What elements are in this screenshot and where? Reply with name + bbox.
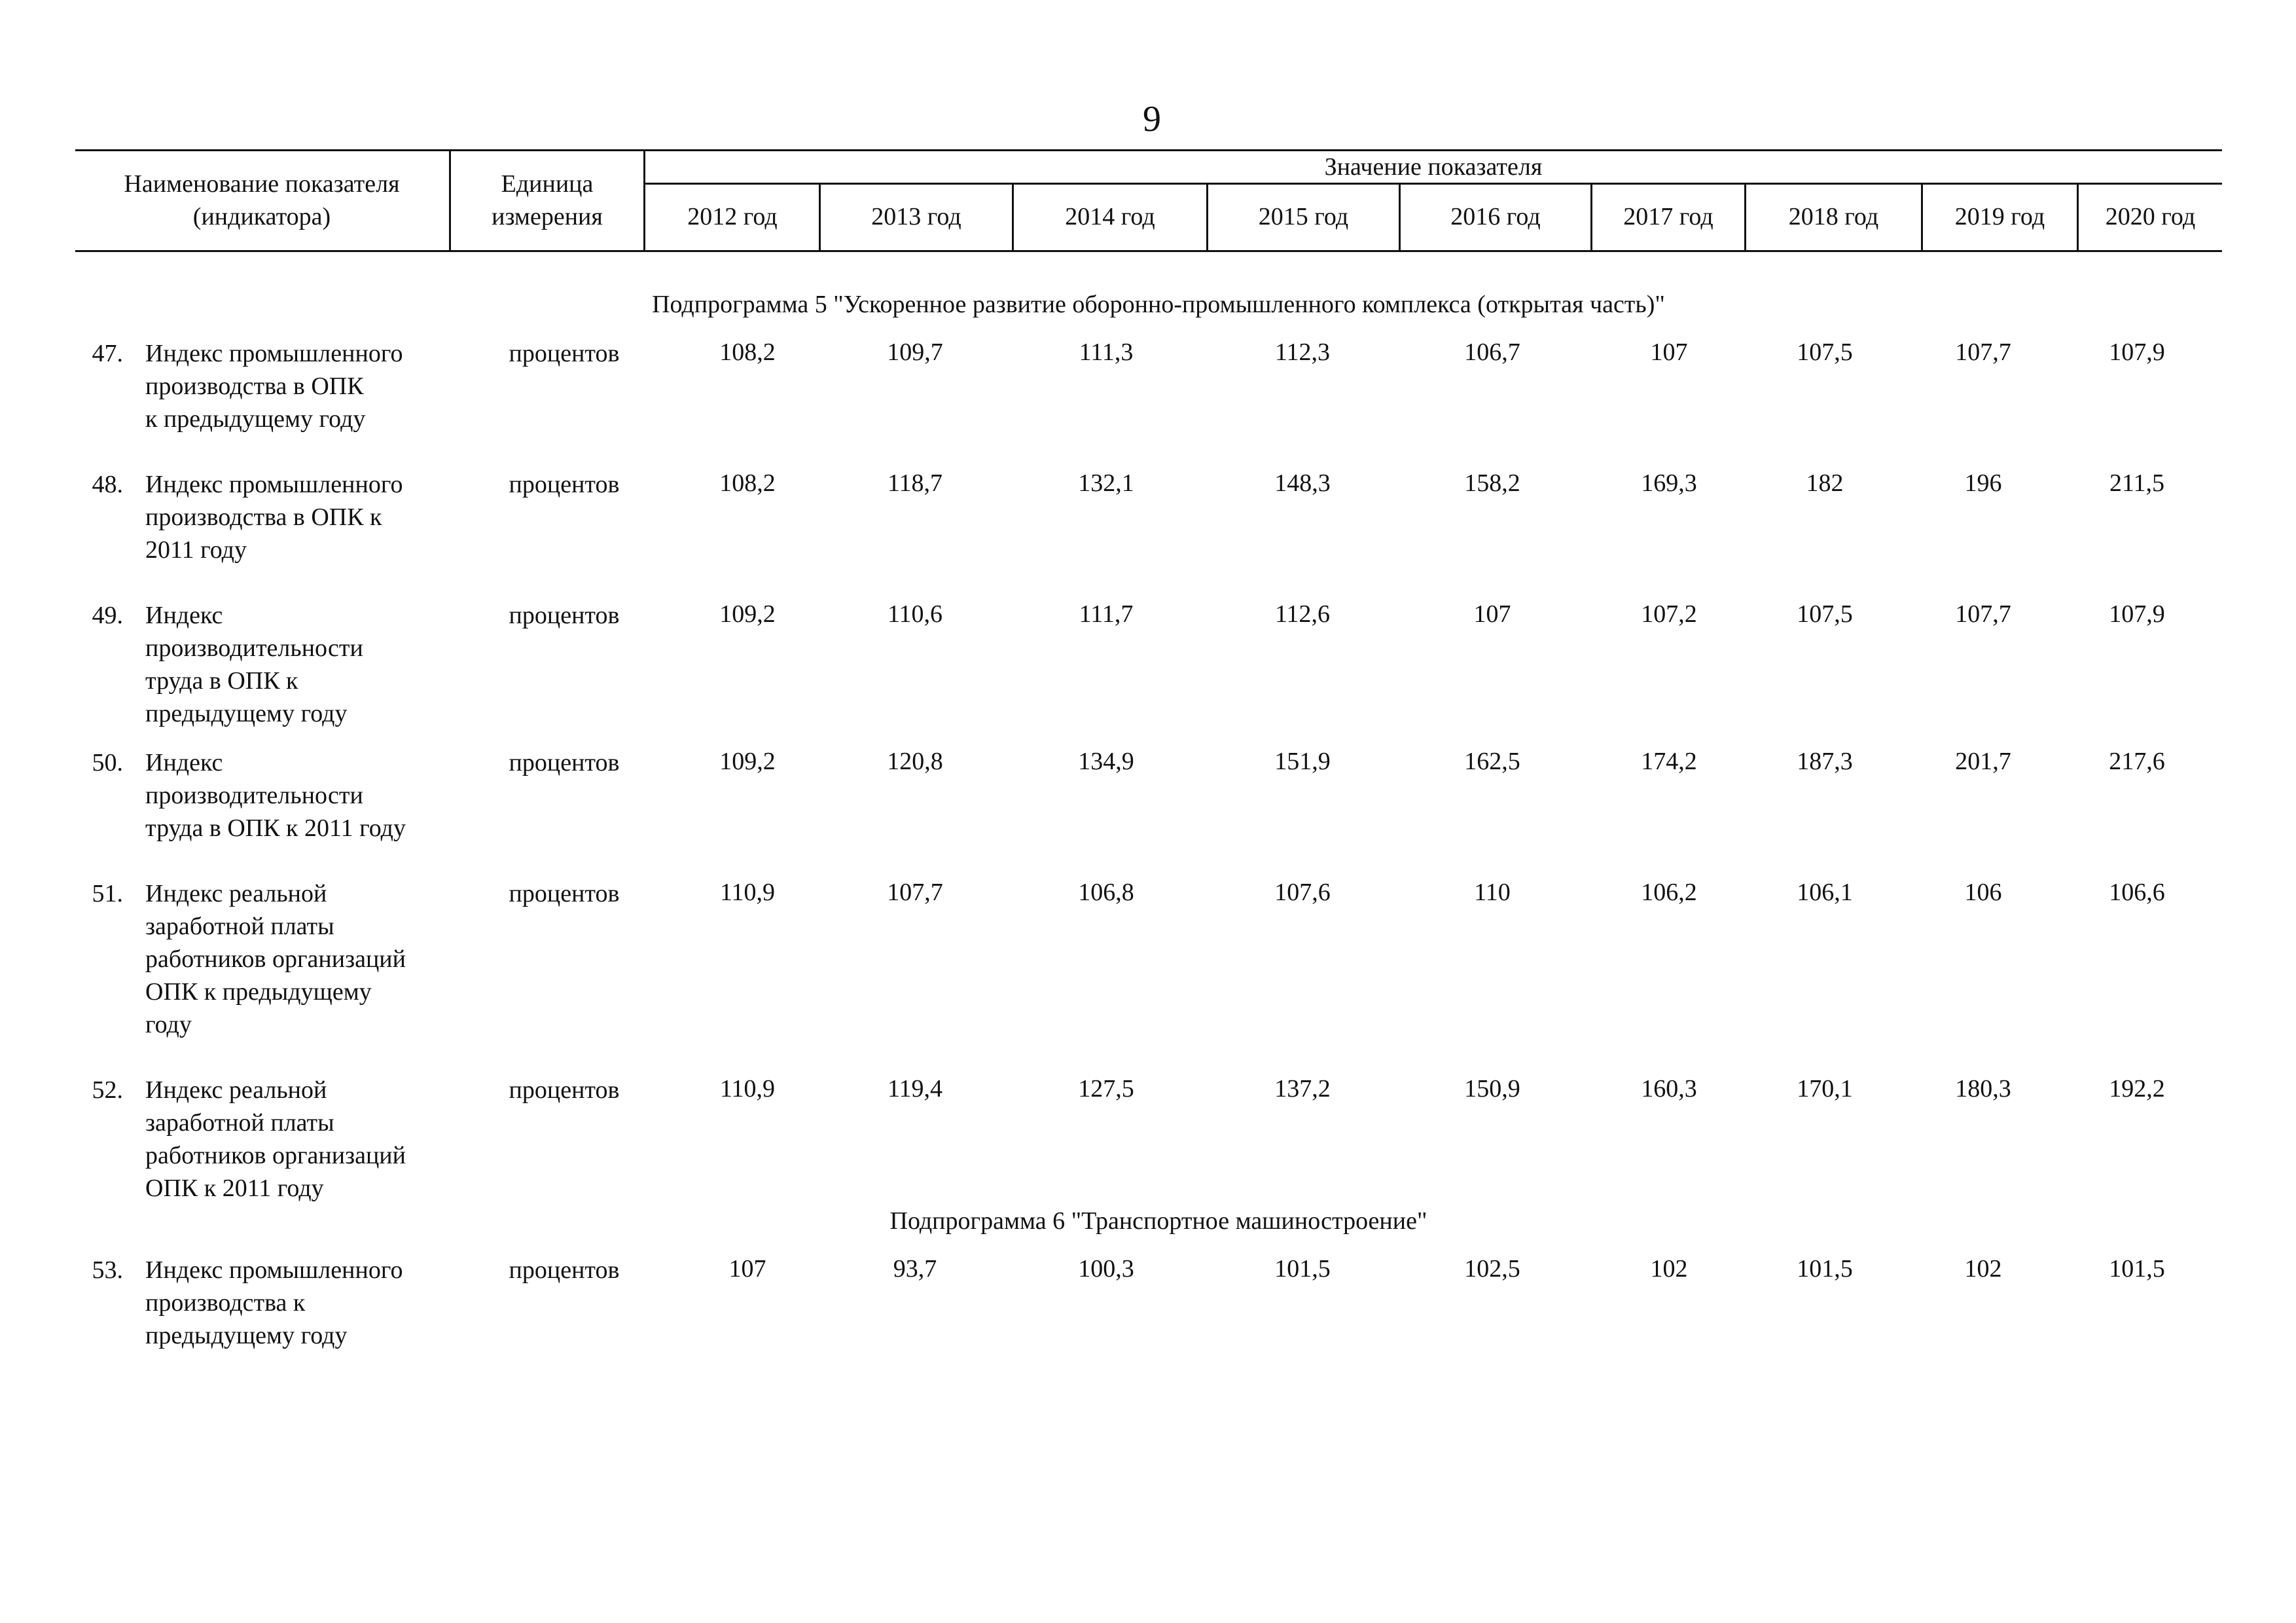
value-2018: 182 (1806, 469, 1844, 497)
row-name (145, 746, 512, 845)
value-2014: 106,8 (1078, 879, 1134, 906)
value-2014: 134,9 (1078, 748, 1134, 775)
value-2019: 201,7 (1955, 748, 2011, 775)
value-2012: 108,2 (719, 338, 776, 366)
row-unit: процентов (509, 1076, 620, 1104)
row-number: 49. (92, 602, 123, 629)
value-2016: 106,7 (1464, 338, 1520, 366)
value-2019: 196 (1964, 469, 2002, 497)
value-2020: 192,2 (2109, 1075, 2165, 1103)
value-2018: 106,1 (1797, 879, 1853, 906)
row-name-line: производства к (145, 1289, 306, 1317)
value-2017: 169,3 (1641, 469, 1697, 497)
value-2012: 108,2 (719, 469, 776, 497)
value-2018: 187,3 (1797, 748, 1853, 775)
header-unit-line-1: Единица (501, 170, 594, 198)
row-name-line: ОПК к предыдущему (145, 978, 372, 1006)
value-2013: 93,7 (893, 1255, 937, 1283)
row-name-line: заработной платы (145, 1109, 334, 1137)
page-number: 9 (1143, 99, 1161, 139)
row-name-line: ОПК к 2011 году (145, 1175, 324, 1202)
value-2020: 107,9 (2109, 338, 2165, 366)
row-name-line: труда в ОПК к 2011 году (145, 814, 406, 842)
value-2016: 150,9 (1464, 1075, 1520, 1103)
value-2019: 106 (1964, 879, 2002, 906)
value-2016: 102,5 (1464, 1255, 1520, 1283)
row-unit: процентов (509, 602, 620, 629)
row-name (145, 1254, 512, 1352)
header-name-col (75, 168, 448, 233)
header-value-group: Значение показателя (1324, 153, 1543, 181)
value-2017: 174,2 (1641, 748, 1697, 775)
value-2017: 106,2 (1641, 879, 1697, 906)
value-2013: 110,6 (887, 600, 943, 628)
header-name-line-2: (индикатора) (192, 203, 331, 230)
value-2012: 109,2 (719, 748, 776, 775)
section-title: Подпрограмма 5 "Ускоренное развитие оборонно-промышленного комплекса (открытая часть)" (652, 291, 1665, 318)
row-number: 51. (92, 880, 123, 907)
header-year-2019: 2019 год (1954, 203, 2045, 230)
row-name-line: Индекс промышленного (145, 1256, 403, 1284)
row-name-line: 2011 году (145, 536, 247, 564)
value-2018: 107,5 (1797, 338, 1853, 366)
value-2020: 107,9 (2109, 600, 2165, 628)
value-2018: 101,5 (1797, 1255, 1853, 1283)
value-2015: 137,2 (1274, 1075, 1331, 1103)
row-name-line: к предыдущему году (145, 405, 366, 433)
value-2017: 107 (1650, 338, 1688, 366)
row-name-line: производительности (145, 782, 363, 809)
value-2019: 102 (1964, 1255, 2002, 1283)
row-name-line: труда в ОПК к (145, 667, 298, 695)
row-name (145, 337, 512, 435)
row-number: 47. (92, 340, 123, 367)
row-name-line: Индекс (145, 602, 223, 629)
value-2019: 107,7 (1955, 600, 2011, 628)
value-2018: 170,1 (1797, 1075, 1853, 1103)
row-unit: процентов (509, 749, 620, 776)
value-2012: 110,9 (719, 879, 776, 906)
row-unit: процентов (509, 340, 620, 367)
row-name (145, 599, 512, 730)
header-year-2018: 2018 год (1788, 203, 1879, 230)
value-2014: 111,3 (1079, 338, 1134, 366)
row-number: 52. (92, 1076, 123, 1104)
row-name-line: Индекс промышленного (145, 471, 403, 498)
row-name-line: Индекс реальной (145, 880, 327, 907)
row-number: 50. (92, 749, 123, 776)
header-name-line-1: Наименование показателя (124, 170, 400, 198)
header-year-2016: 2016 год (1450, 203, 1541, 230)
value-2014: 111,7 (1079, 600, 1134, 628)
row-name-line: работников организаций (145, 1142, 406, 1169)
row-name-line: производства в ОПК (145, 373, 364, 400)
header-year-2012: 2012 год (687, 203, 778, 230)
row-name-line: предыдущему году (145, 1322, 348, 1349)
value-2013: 107,7 (887, 879, 943, 906)
value-2018: 107,5 (1797, 600, 1853, 628)
header-year-2020: 2020 год (2105, 203, 2196, 230)
value-2015: 101,5 (1274, 1255, 1331, 1283)
value-2012: 110,9 (719, 1075, 776, 1103)
value-2017: 160,3 (1641, 1075, 1697, 1103)
value-2013: 109,7 (887, 338, 943, 366)
row-name-line: предыдущему году (145, 700, 348, 727)
value-2020: 217,6 (2109, 748, 2165, 775)
value-2020: 101,5 (2109, 1255, 2165, 1283)
value-2015: 151,9 (1274, 748, 1331, 775)
row-name-line: производства в ОПК к (145, 503, 382, 531)
table-header-bottom-border (75, 250, 2222, 252)
header-year-2015: 2015 год (1258, 203, 1349, 230)
value-2020: 106,6 (2109, 879, 2165, 906)
row-name (145, 877, 512, 1041)
value-2014: 127,5 (1078, 1075, 1134, 1103)
value-2013: 118,7 (887, 469, 943, 497)
value-2012: 109,2 (719, 600, 776, 628)
header-unit-col (452, 168, 643, 233)
value-2016: 110 (1474, 879, 1511, 906)
row-name-line: Индекс (145, 749, 223, 776)
value-2014: 132,1 (1078, 469, 1134, 497)
section-title: Подпрограмма 6 "Транспортное машиностроение" (889, 1207, 1427, 1235)
col-divider-name (449, 149, 451, 251)
header-year-2014: 2014 год (1065, 203, 1155, 230)
row-unit: процентов (509, 1256, 620, 1284)
header-unit-line-2: измерения (492, 203, 603, 230)
row-number: 53. (92, 1256, 123, 1284)
row-name (145, 468, 512, 566)
row-name-line: работников организаций (145, 945, 406, 973)
row-name-line: Индекс промышленного (145, 340, 403, 367)
value-2017: 107,2 (1641, 600, 1697, 628)
row-name-line: производительности (145, 634, 363, 662)
row-name (145, 1074, 512, 1205)
value-2016: 162,5 (1464, 748, 1520, 775)
value-2013: 119,4 (887, 1075, 943, 1103)
value-2019: 107,7 (1955, 338, 2011, 366)
value-2020: 211,5 (2109, 469, 2165, 497)
value-2015: 112,3 (1274, 338, 1331, 366)
value-2019: 180,3 (1955, 1075, 2011, 1103)
value-2015: 112,6 (1274, 600, 1331, 628)
header-year-2013: 2013 год (871, 203, 961, 230)
header-year-2017: 2017 год (1623, 203, 1713, 230)
value-2013: 120,8 (887, 748, 943, 775)
row-name-line: Индекс реальной (145, 1076, 327, 1104)
row-unit: процентов (509, 471, 620, 498)
row-name-line: заработной платы (145, 913, 334, 940)
value-2015: 148,3 (1274, 469, 1331, 497)
row-unit: процентов (509, 880, 620, 907)
value-2014: 100,3 (1078, 1255, 1134, 1283)
value-2016: 107 (1473, 600, 1511, 628)
value-2016: 158,2 (1464, 469, 1520, 497)
row-number: 48. (92, 471, 123, 498)
value-2012: 107 (728, 1255, 766, 1283)
row-name-line: году (145, 1011, 192, 1038)
value-2015: 107,6 (1274, 879, 1331, 906)
value-2017: 102 (1650, 1255, 1688, 1283)
